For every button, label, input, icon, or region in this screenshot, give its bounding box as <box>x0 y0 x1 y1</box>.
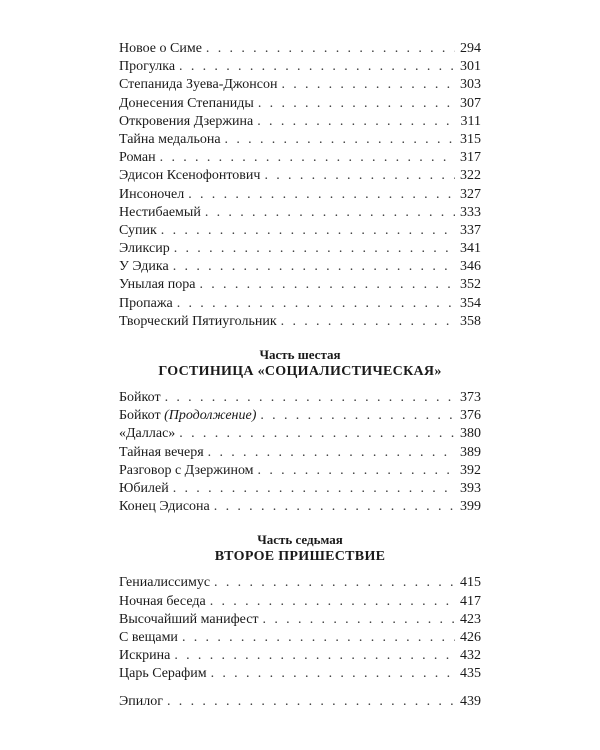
toc-entry-page: 352 <box>460 277 481 293</box>
toc-entry <box>119 167 481 185</box>
part-six-heading <box>119 347 481 381</box>
part-label: Часть шестая <box>259 347 341 362</box>
toc-entry-title: Тайна медальона <box>119 131 221 147</box>
toc-entry-title: Донесения Степаниды <box>119 95 254 111</box>
toc-entry-title-text: Бойкот <box>119 408 161 424</box>
toc-entry-title: Искрина <box>119 648 171 664</box>
toc-entry-page: 333 <box>460 204 481 220</box>
toc-entry-title: У Эдика <box>119 259 169 275</box>
toc-entry-page: 317 <box>460 150 481 166</box>
toc-entry <box>119 665 481 683</box>
toc-entry-page: 393 <box>460 480 481 496</box>
toc-entry-title <box>119 498 210 516</box>
toc-entry-title: Степанида Зуева-Джонсон <box>119 77 278 93</box>
dot-leader <box>257 113 455 131</box>
toc-entry-epilogue <box>119 693 481 711</box>
toc-entry-title: Откровения Дзержина <box>119 113 254 129</box>
toc-entry <box>119 629 481 647</box>
toc-entry-title-text: «Даллас» <box>119 426 176 442</box>
toc-entry-subtitle: (Продолжение) <box>164 408 257 424</box>
toc-entry-page: 322 <box>460 168 481 184</box>
dot-leader <box>161 222 455 240</box>
toc-entry-page: 435 <box>460 666 481 682</box>
dot-leader <box>208 444 455 462</box>
dot-leader <box>214 498 455 516</box>
toc-entry-title: Пропажа <box>119 295 173 311</box>
dot-leader <box>179 425 455 443</box>
part-six-list <box>119 389 481 516</box>
toc-continuation-list <box>119 40 481 331</box>
toc-entry <box>119 480 481 498</box>
toc-entry-page: 301 <box>460 59 481 75</box>
toc-entry-page: 358 <box>460 313 481 329</box>
toc-entry-title-text: Разговор с Дзержином <box>119 462 254 478</box>
toc-entry-title-text: Конец Эдисона <box>119 499 210 515</box>
toc-entry <box>119 113 481 131</box>
toc-entry-title <box>119 389 161 407</box>
dot-leader <box>264 167 455 185</box>
toc-entry-title: Новое о Симе <box>119 41 202 56</box>
toc-entry <box>119 407 481 425</box>
toc-entry-title: Царь Серафим <box>119 666 207 682</box>
part-label: Часть седьмая <box>257 532 343 548</box>
toc-entry-page: 311 <box>460 113 481 129</box>
toc-entry-title: Высочайший манифест <box>119 611 259 627</box>
dot-leader <box>173 258 455 276</box>
dot-leader <box>258 462 455 480</box>
toc-entry-page: 373 <box>460 390 481 405</box>
toc-entry <box>119 76 481 94</box>
toc-entry <box>119 425 481 443</box>
toc-entry <box>119 611 481 629</box>
dot-leader <box>167 693 455 711</box>
dot-leader <box>173 480 455 498</box>
dot-leader <box>188 186 455 204</box>
dot-leader <box>165 389 455 407</box>
part-title: ГОСТИНИЦА «СОЦИАЛИСТИЧЕСКАЯ» <box>158 364 442 379</box>
toc-entry-title: Унылая пора <box>119 277 196 293</box>
toc-entry-page: 389 <box>460 444 481 460</box>
toc-entry-page: 415 <box>460 575 481 591</box>
toc-entry-title: Роман <box>119 150 156 166</box>
dot-leader <box>263 611 455 629</box>
toc-entry-page: 426 <box>460 629 481 645</box>
toc-entry <box>119 95 481 113</box>
toc-entry-title: Эпилог <box>119 694 163 710</box>
toc-entry-title: Прогулка <box>119 59 176 75</box>
toc-entry-title: Творческий Пятиугольник <box>119 313 277 329</box>
toc-entry-page: 417 <box>460 593 481 609</box>
dot-leader <box>205 204 455 222</box>
toc-entry <box>119 593 481 611</box>
dot-leader <box>174 240 455 258</box>
dot-leader <box>182 629 455 647</box>
toc-entry-title: Эдисон Ксенофонтович <box>119 168 261 184</box>
toc-entry <box>119 131 481 149</box>
toc-entry-page: 432 <box>460 648 481 664</box>
dot-leader <box>199 276 455 294</box>
dot-leader <box>179 58 455 76</box>
toc-entry-title: Нестибаемый <box>119 204 201 220</box>
toc-entry-page: 392 <box>460 462 481 478</box>
dot-leader <box>177 295 455 313</box>
dot-leader <box>281 313 455 331</box>
part-title: ВТОРОЕ ПРИШЕСТВИЕ <box>214 549 386 565</box>
dot-leader <box>225 131 455 149</box>
toc-entry <box>119 574 481 592</box>
dot-leader <box>174 647 455 665</box>
toc-entry <box>119 647 481 665</box>
toc-entry <box>119 276 481 294</box>
toc-entry-page: 327 <box>460 186 481 202</box>
part-seven-list <box>119 574 481 683</box>
toc-entry-page: 380 <box>460 426 481 442</box>
toc-entry-title-text: Юбилей <box>119 480 169 496</box>
toc-entry-page: 337 <box>460 222 481 238</box>
toc-entry <box>119 498 481 516</box>
dot-leader <box>214 574 455 592</box>
toc-entry <box>119 40 481 58</box>
toc-entry-title: Инсоночел <box>119 186 185 202</box>
toc-entry <box>119 58 481 76</box>
toc-entry <box>119 149 481 167</box>
toc-entry <box>119 186 481 204</box>
toc-entry-page: 423 <box>460 611 481 627</box>
toc-entry <box>119 295 481 313</box>
dot-leader <box>281 76 455 94</box>
toc-entry-page: 315 <box>460 131 481 147</box>
toc-entry-page: 376 <box>460 408 481 424</box>
toc-entry-page: 439 <box>460 694 481 710</box>
toc-entry <box>119 258 481 276</box>
toc-entry-page: 294 <box>460 41 481 56</box>
table-of-contents <box>119 40 481 712</box>
toc-entry <box>119 444 481 462</box>
dot-leader <box>160 149 455 167</box>
toc-entry-title <box>119 462 254 480</box>
toc-entry-title-text: Бойкот <box>119 390 161 405</box>
toc-entry-page: 399 <box>460 499 481 515</box>
toc-entry-page: 354 <box>460 295 481 311</box>
dot-leader <box>210 593 455 611</box>
toc-entry <box>119 389 481 407</box>
part-seven-heading <box>119 532 481 566</box>
toc-entry-title: Ночная беседа <box>119 593 206 609</box>
toc-entry <box>119 240 481 258</box>
toc-entry <box>119 222 481 240</box>
toc-entry <box>119 204 481 222</box>
toc-entry-title <box>119 444 204 462</box>
toc-entry-page: 307 <box>460 95 481 111</box>
toc-entry-title: Супик <box>119 222 157 238</box>
toc-entry-title <box>119 407 256 425</box>
dot-leader <box>211 665 455 683</box>
toc-entry-title: Эликсир <box>119 241 170 257</box>
dot-leader <box>258 95 455 113</box>
toc-entry <box>119 313 481 331</box>
dot-leader <box>260 407 455 425</box>
toc-entry-title: С вещами <box>119 629 178 645</box>
toc-entry-title: Гениалиссимус <box>119 575 211 591</box>
toc-entry-page: 341 <box>460 241 481 257</box>
toc-entry-title <box>119 480 169 498</box>
dot-leader <box>206 40 455 58</box>
epilogue-list <box>119 693 481 711</box>
toc-entry-title-text: Тайная вечеря <box>119 444 204 460</box>
toc-entry-page: 346 <box>460 259 481 275</box>
toc-entry-title <box>119 425 175 443</box>
toc-entry-page: 303 <box>460 77 481 93</box>
toc-entry <box>119 462 481 480</box>
